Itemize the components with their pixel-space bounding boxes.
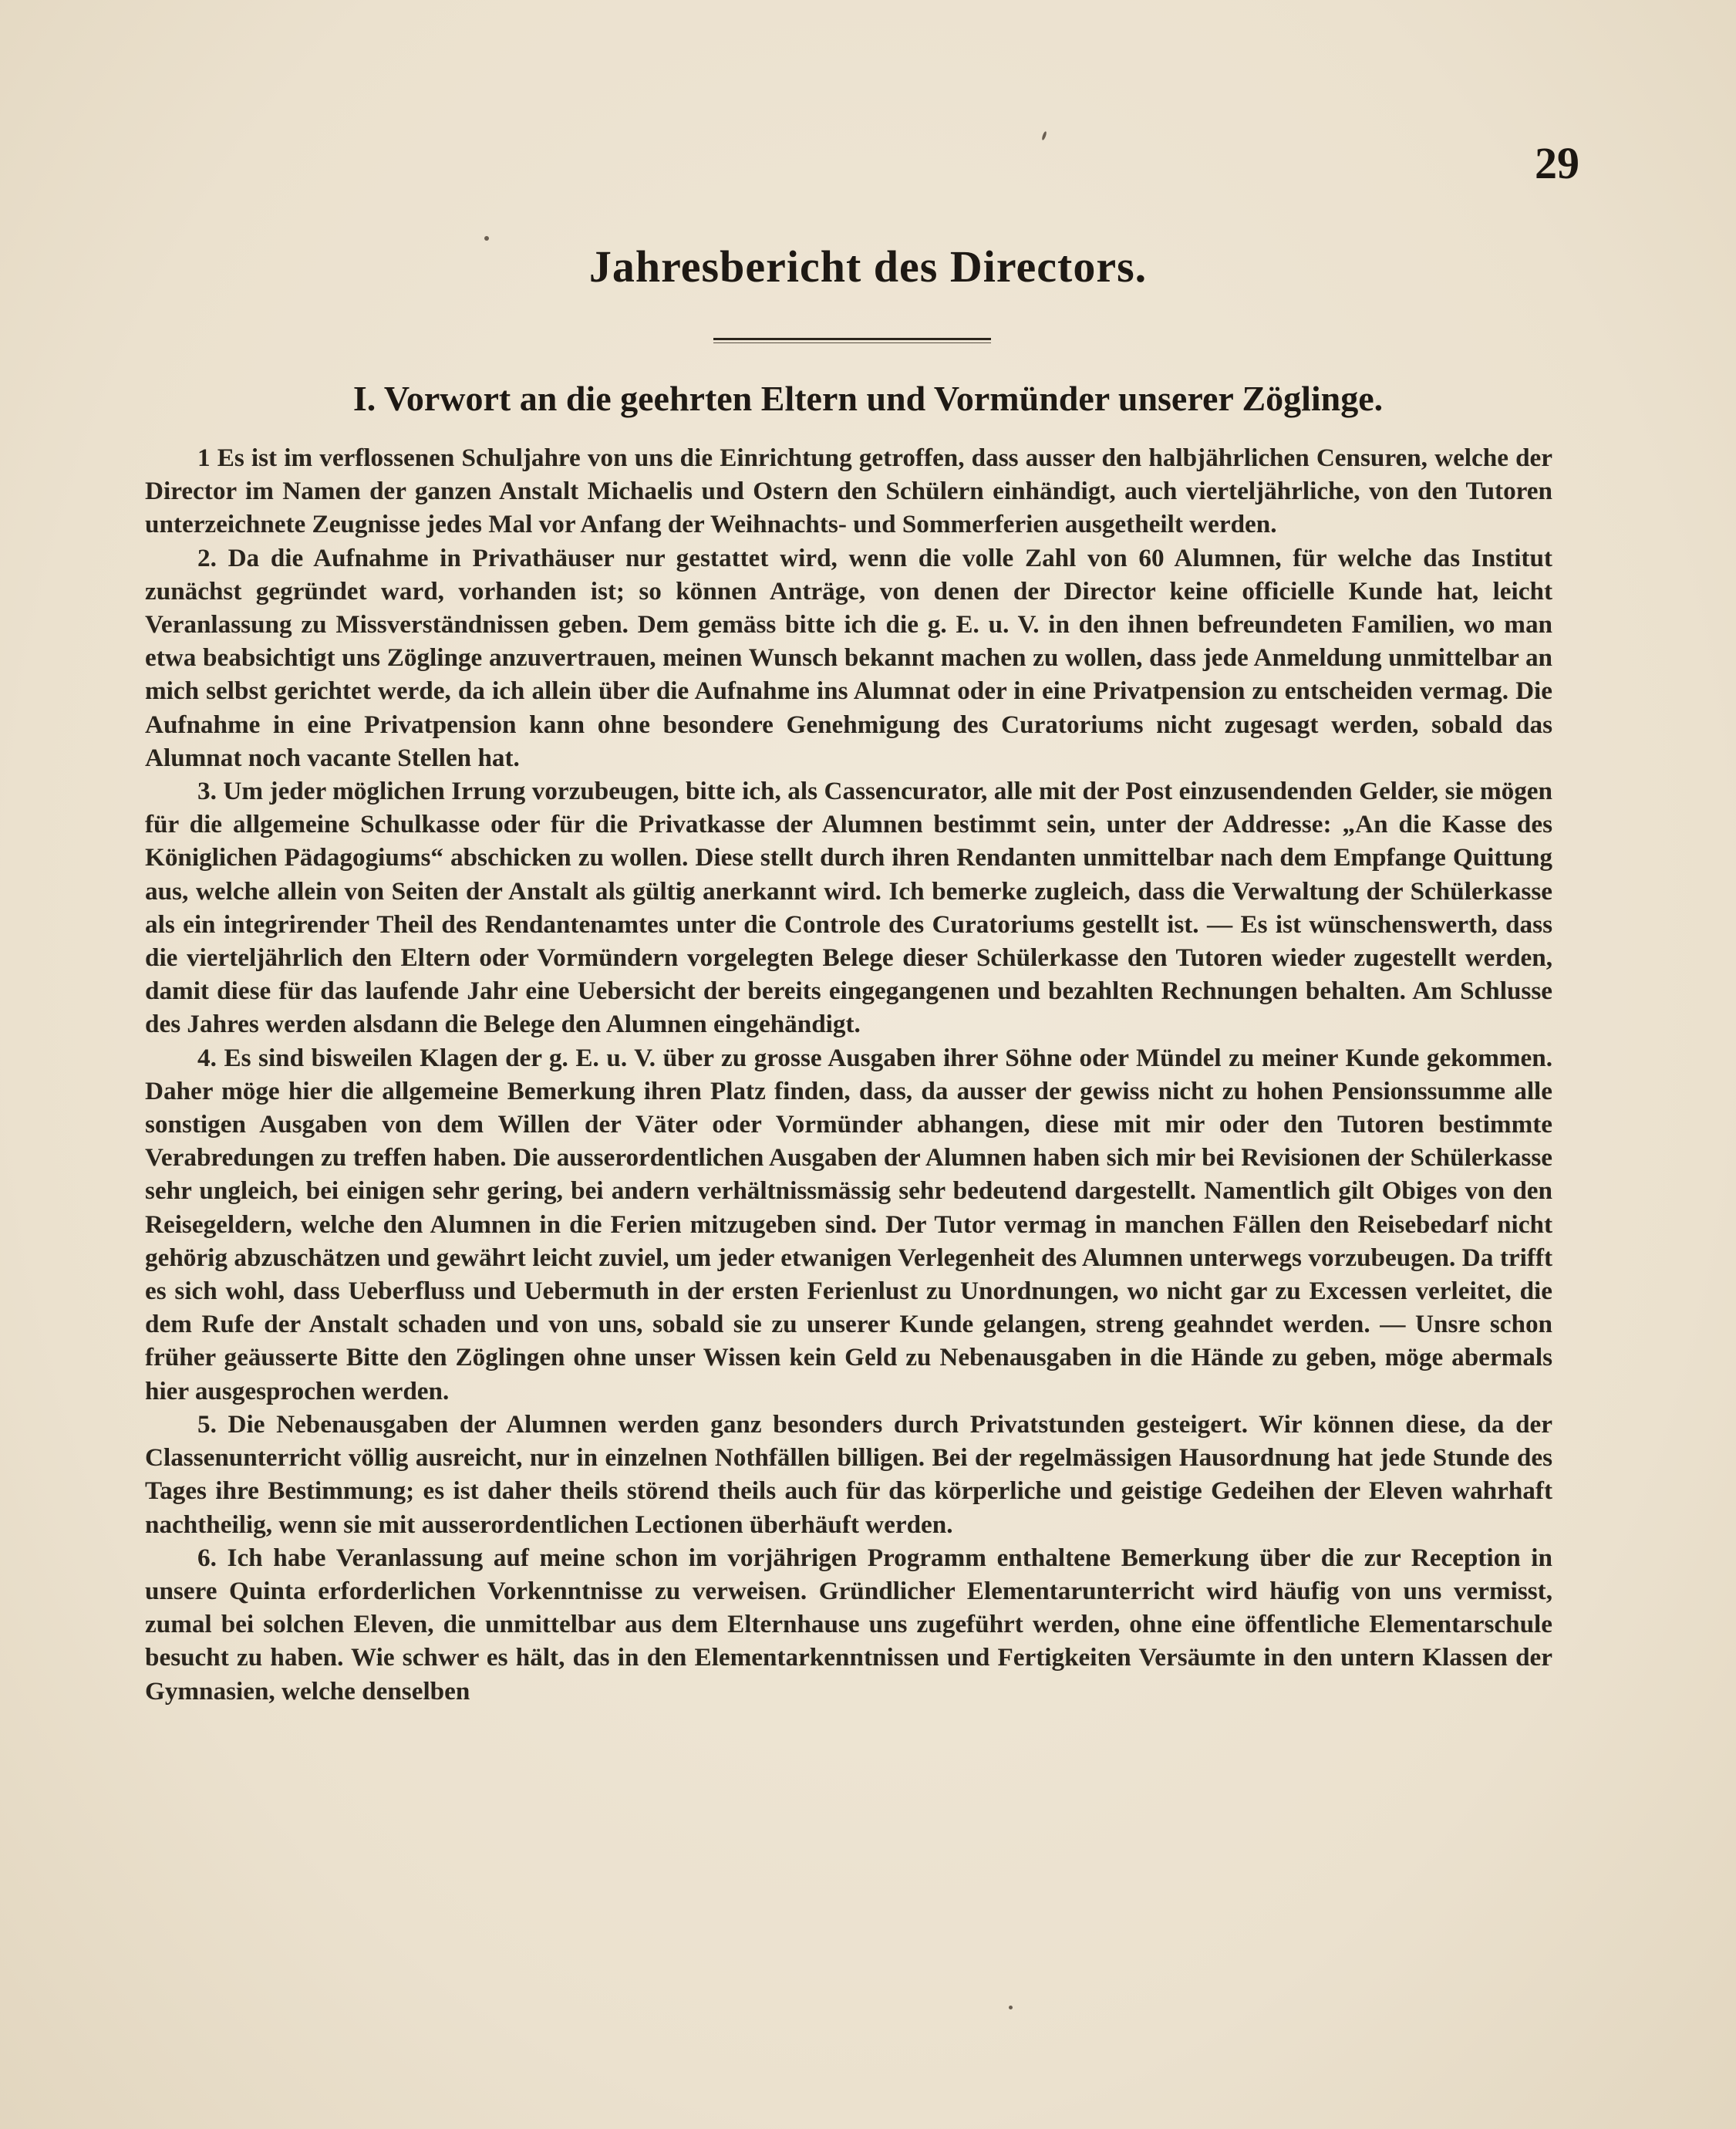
paragraph-2: 2. Da die Aufnahme in Privathäuser nur gestattet wird, wenn die volle Zahl von 60 Alumnen, für welche das Institut zunächst gegründet ward, vorhanden ist; so können Anträge, von denen der Director keine officielle Kunde hat, leicht Veranlassung zu Missverständnissen geben. Dem gemäss bitte ich die g. E. u. V. in den ihnen befreundeten Familien, wo man etwa beabsichtigt uns Zöglinge anzuvertrauen, meinen Wunsch bekannt machen zu wollen, dass jede Anmeldung unmittelbar an mich selbst gerichtet werde, da ich allein über die Aufnahme ins Alumnat oder in eine Privatpension zu entscheiden vermag. Die Aufnahme in eine Privatpension kann ohne besondere Genehmigung des Curatoriums nicht zugesagt werden, sobald das Alumnat noch vacante Stellen hat. — [145, 543, 1552, 772]
paragraph-1: 1 Es ist im verflossenen Schuljahre von uns die Einrichtung getroffen, dass ausser den halbjährlichen Censuren, welche der Director im Namen der ganzen Anstalt Michaelis und Ostern den Schülern einhändigt, auch vierteljährliche, von den Tutoren unterzeichnete Zeugnisse jedes Mal vor Anfang der Weihnachts- und Sommerferien ausgetheilt werden. — [145, 444, 1552, 539]
paragraph-6: 6. Ich habe Veranlassung auf meine schon im vorjährigen Programm enthaltene Bemerkung über die zur Reception in unsere Quinta erforderlichen Vorkenntnisse zu verweisen. Gründlicher Elementarunterricht wird häufig von uns vermisst, zumal bei solchen Eleven, die unmittelbar aus dem Elternhause uns zugeführt werden, ohne eine öffentliche Elementarschule besucht zu haben. Wie schwer es hält, das in den Elementarkenntnissen und Fertigkeiten Versäumte in den untern Klassen der Gymnasien, welche denselben — [145, 1543, 1552, 1706]
page-number: 29 — [1535, 138, 1579, 188]
section-heading: I. Vorwort an die geehrten Eltern und Vormünder unserer Zöglinge. — [352, 379, 1384, 418]
paragraph-4: 4. Es sind bisweilen Klagen der g. E. u. V. über zu grosse Ausgaben ihrer Söhne oder Mündel zu meiner Kunde gekommen. Daher möge hier die allgemeine Bemerkung ihren Platz finden, dass, da ausser der gewiss nicht zu hohen Pensionssumme alle sonstigen Ausgaben von dem Willen der Väter oder Vormünder abhangen, diese mit mir oder den Tutoren bestimmte Verabredungen zu treffen haben. Die ausserordentlichen Ausgaben der Alumnen haben sich mir bei Revisionen der Schülerkasse sehr ungleich, bei einigen sehr gering, bei andern verhältnissmässig sehr bedeutend dargestellt. Namentlich gilt Obiges von den Reisegeldern, welche den Alumnen in die Ferien mitzugeben sind. Der Tutor vermag in manchen Fällen den Reisebedarf nicht gehörig abzuschätzen und gewährt leicht zuviel, um jeder etwanigen Verlegenheit des Alumnen unterwegs vorzubeugen. Da trifft es sich wohl, dass Ueberfluss und Uebermuth in der ersten Ferienlust zu Unordnungen, wo nicht gar zu Excessen verleitet, die dem Rufe der Anstalt schaden und von uns, sobald sie zu unserer Kunde gelangen, streng geahndet werden. — Unsre schon früher geäusserte Bitte den Zöglingen ohne unser Wissen kein Geld zu Nebenausgaben in die Hände zu geben, möge abermals hier ausgesprochen werden. — [145, 1043, 1552, 1405]
paragraph-5: 5. Die Nebenausgaben der Alumnen werden ganz besonders durch Privatstunden gesteigert. Wir können diese, da der Classenunterricht völlig ausreicht, nur in einzelnen Nothfällen billigen. Bei der regelmässigen Hausordnung hat jede Stunde des Tages ihre Bestimmung; es ist daher theils störend theils auch für das körperliche und geistige Gedeihen der Eleven wahrhaft nachtheilig, wenn sie mit ausserordentlichen Lectionen überhäuft werden. — [145, 1409, 1552, 1539]
body-text — [145, 441, 1552, 1708]
paragraph-3: 3. Um jeder möglichen Irrung vorzubeugen, bitte ich, als Cassencurator, alle mit der Post einzusendenden Gelder, sie mögen für die allgemeine Schulkasse oder für die Privatkasse der Alumnen bestimmt sein, unter der Addresse: „An die Kasse des Königlichen Pädagogiums“ abschicken zu wollen. Diese stellt durch ihren Rendanten unmittelbar nach dem Empfange Quittung aus, welche allein von Seiten der Anstalt als gültig anerkannt wird. Ich bemerke zugleich, dass die Verwaltung der Schülerkasse als ein integrirender Theil des Rendantenamtes unter die Controle des Curatoriums gestellt ist. — Es ist wünschenswerth, dass die vierteljährlich den Eltern oder Vormündern vorgelegten Belege dieser Schülerkasse den Tutoren wieder zugestellt werden, damit diese für das laufende Jahr eine Uebersicht der bereits eingegangenen und bezahlten Rechnungen behalten. Am Schlusse des Jahres werden alsdann die Belege den Alumnen eingehändigt. — [145, 777, 1552, 1039]
title-divider — [713, 338, 991, 340]
paper-speck — [1041, 131, 1047, 141]
page-title: Jahresbericht des Directors. — [588, 241, 1148, 292]
paper-speck — [1009, 2006, 1013, 2009]
